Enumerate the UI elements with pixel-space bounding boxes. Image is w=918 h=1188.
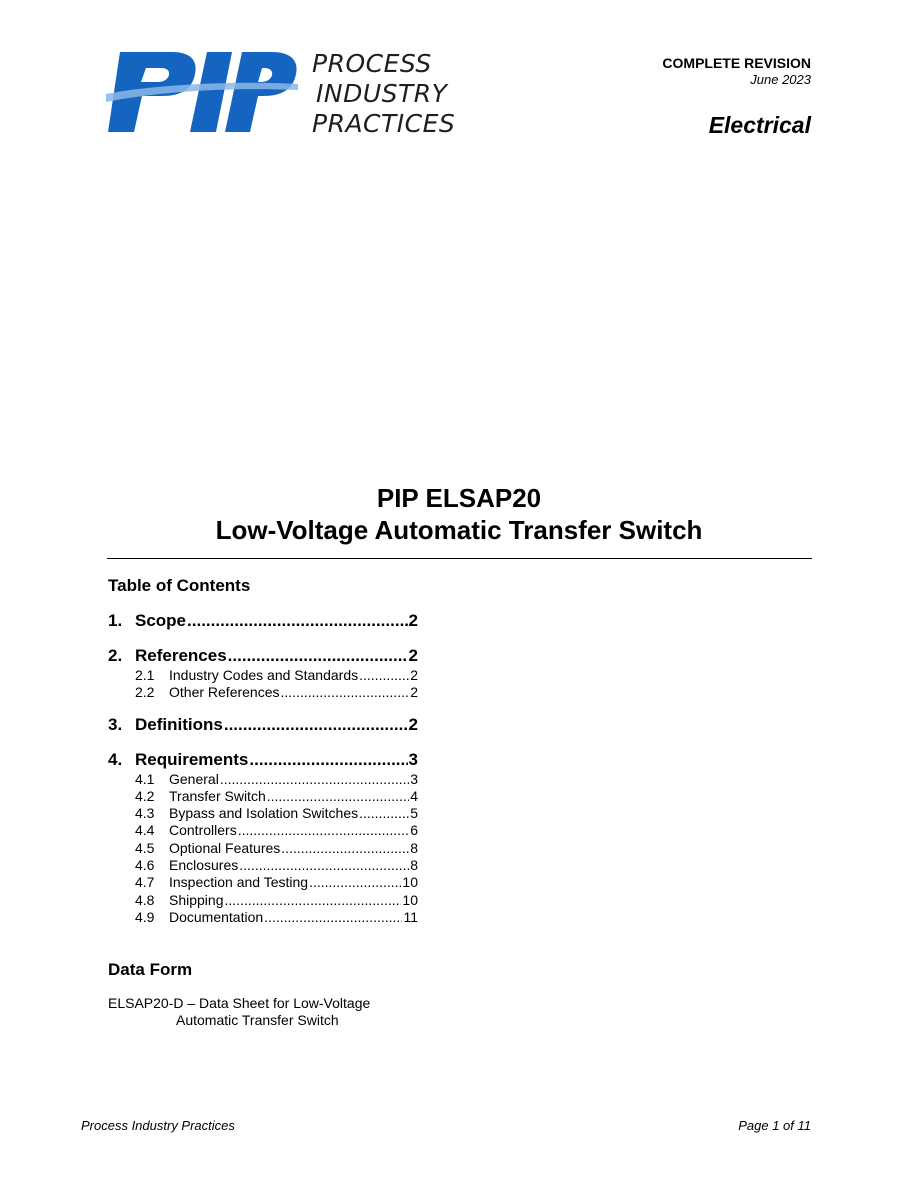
toc-subentry-page: 11 [403, 908, 418, 925]
logo-line-process: PROCESS [312, 49, 432, 78]
toc-entry[interactable] [108, 749, 418, 771]
toc-subentry-page: 3 [410, 770, 418, 787]
toc-subentry-number: 4.8 [135, 891, 155, 908]
toc-subentry[interactable] [108, 909, 418, 926]
toc-entry[interactable] [108, 610, 418, 632]
revision-date: June 2023 [750, 72, 811, 87]
toc-subentry-page: 10 [402, 874, 418, 891]
logo-line-industry: INDUSTRY [316, 79, 448, 108]
toc-leader-dots [309, 874, 401, 891]
toc-subsection-list [108, 667, 418, 702]
toc-leader-dots [187, 610, 408, 632]
toc-entry-label: Definitions [135, 714, 223, 734]
toc-subentry-label: Transfer Switch [169, 787, 266, 804]
footer-page-number: Page 1 of 11 [738, 1118, 811, 1133]
toc-subentry-label: Bypass and Isolation Switches [169, 805, 359, 822]
footer-publisher: Process Industry Practices [81, 1118, 235, 1133]
toc-entry[interactable] [108, 714, 418, 736]
toc-leader-dots [267, 788, 409, 805]
toc-subentry-label: Documentation [169, 908, 264, 925]
table-of-contents [108, 610, 418, 938]
toc-leader-dots [359, 667, 409, 684]
toc-subentry-page: 8 [410, 839, 418, 856]
revision-block [662, 55, 811, 88]
toc-subentry-label: General [169, 770, 219, 787]
document-subject: Low-Voltage Automatic Transfer Switch [215, 515, 703, 545]
toc-section [108, 610, 418, 632]
toc-subentry-number: 4.6 [135, 857, 155, 874]
toc-subentry-label: Enclosures [169, 857, 239, 874]
toc-leader-dots [228, 645, 408, 667]
toc-subentry-label: Shipping [169, 891, 224, 908]
toc-leader-dots [264, 909, 402, 926]
logo-wordmark [312, 49, 455, 139]
toc-leader-dots [281, 840, 409, 857]
data-form-line-2: Automatic Transfer Switch [176, 1012, 339, 1028]
toc-subentry-label: Controllers [169, 822, 237, 839]
toc-subentry-number: 4.1 [135, 770, 155, 787]
toc-entry[interactable] [108, 645, 418, 667]
toc-subentry-page: 2 [410, 684, 418, 701]
toc-leader-dots [281, 684, 410, 701]
toc-entry-label: Requirements [135, 749, 249, 769]
toc-subentry[interactable] [108, 667, 418, 684]
toc-subentry-page: 5 [410, 805, 418, 822]
revision-label: COMPLETE REVISION [662, 55, 811, 71]
toc-leader-dots [359, 805, 409, 822]
toc-subentry-label: Optional Features [169, 839, 281, 856]
toc-subentry[interactable] [108, 788, 418, 805]
toc-entry-number: 4. [108, 749, 123, 769]
toc-entry-page: 2 [408, 714, 418, 734]
toc-subentry[interactable] [108, 771, 418, 788]
document-number: PIP ELSAP20 [376, 483, 542, 513]
toc-subentry-page: 8 [410, 857, 418, 874]
toc-subentry-page: 4 [410, 787, 418, 804]
toc-entry-number: 1. [108, 611, 123, 630]
toc-subentry[interactable] [108, 805, 418, 822]
toc-leader-dots [239, 857, 409, 874]
toc-leader-dots [225, 892, 402, 909]
data-form-entry [108, 995, 370, 1029]
toc-section [108, 749, 418, 927]
toc-subentry-number: 4.7 [135, 874, 155, 891]
toc-subentry-page: 2 [410, 667, 418, 683]
toc-section [108, 714, 418, 736]
toc-leader-dots [249, 749, 407, 771]
toc-subentry-number: 4.4 [135, 822, 155, 839]
toc-entry-label: Scope [135, 611, 187, 630]
toc-subentry-number: 4.5 [135, 839, 155, 856]
toc-subentry[interactable] [108, 684, 418, 701]
toc-subentry[interactable] [108, 822, 418, 839]
toc-entry-number: 2. [108, 646, 123, 665]
toc-heading: Table of Contents [108, 576, 251, 595]
toc-entry-page: 2 [408, 646, 418, 665]
toc-leader-dots [238, 822, 410, 839]
toc-subentry-number: 4.9 [135, 908, 155, 925]
toc-subentry-label: Inspection and Testing [169, 874, 309, 891]
toc-entry-page: 3 [408, 749, 418, 769]
document-title [0, 482, 918, 546]
toc-leader-dots [224, 714, 408, 736]
toc-entry-number: 3. [108, 714, 123, 734]
toc-subentry[interactable] [108, 857, 418, 874]
toc-subentry[interactable] [108, 892, 418, 909]
toc-subentry-label: Industry Codes and Standards [169, 667, 359, 683]
toc-entry-label: References [135, 646, 227, 665]
logo-line-practices: PRACTICES [312, 109, 456, 138]
toc-subentry[interactable] [108, 840, 418, 857]
toc-subentry-number: 2.1 [135, 667, 155, 683]
toc-subentry-page: 10 [402, 891, 418, 908]
data-form-heading: Data Form [108, 960, 193, 979]
toc-subentry-number: 2.2 [135, 684, 155, 701]
toc-subentry-number: 4.3 [135, 805, 155, 822]
toc-subsection-list [108, 771, 418, 927]
toc-subentry-label: Other References [169, 684, 280, 701]
toc-subentry[interactable] [108, 874, 418, 891]
toc-subentry-number: 4.2 [135, 787, 155, 804]
document-category: Electrical [708, 112, 811, 138]
toc-entry-page: 2 [408, 611, 418, 630]
pip-logo-mark [106, 50, 298, 134]
toc-section [108, 645, 418, 702]
data-form-line-1: ELSAP20-D – Data Sheet for Low-Voltage [108, 995, 371, 1011]
title-divider [107, 558, 812, 559]
toc-leader-dots [220, 771, 409, 788]
toc-subentry-page: 6 [410, 822, 418, 839]
